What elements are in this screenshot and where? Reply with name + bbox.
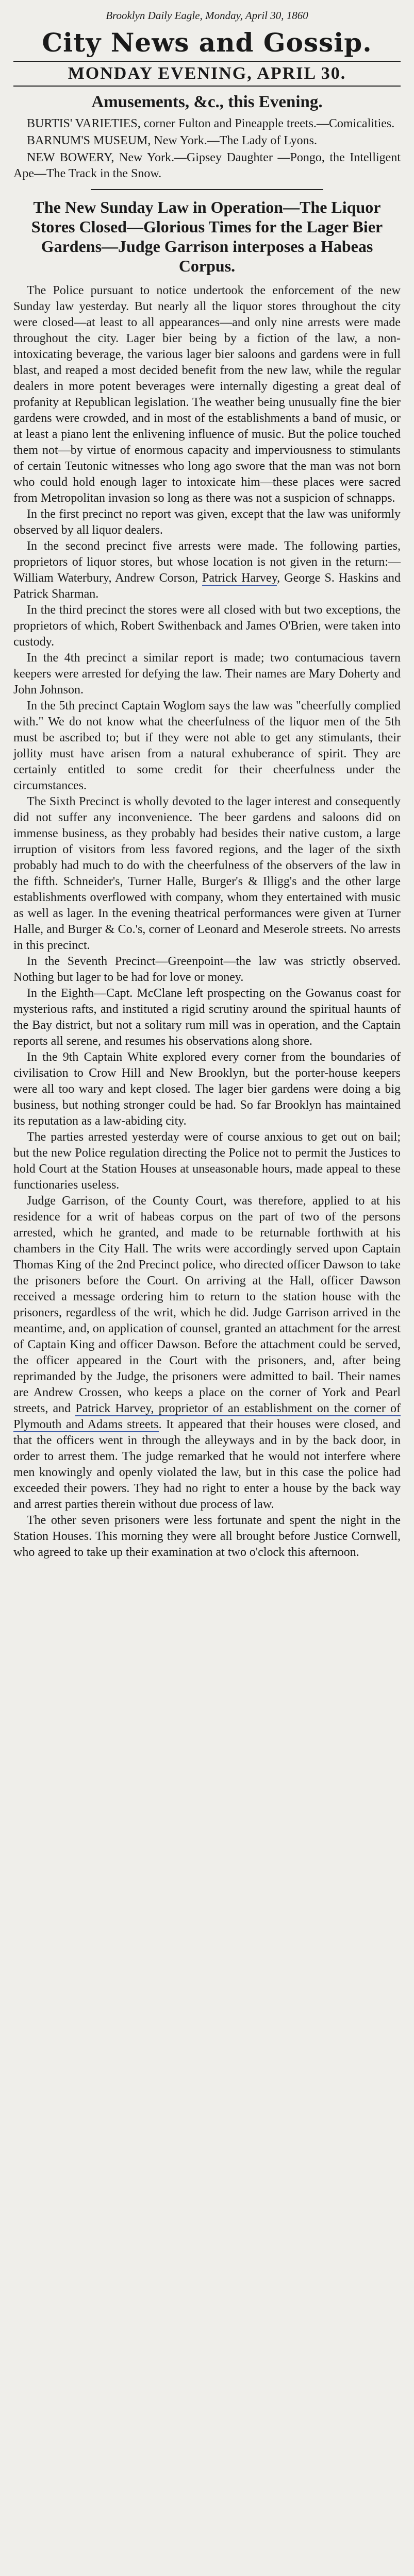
divider [91,189,323,190]
article-paragraph: The Sixth Precinct is wholly devoted to the lager interest and consequently did not suffer any inconvenience. The beer gardens and saloons did on immense business, as they probably had besides their native custom, a large irruption of visitors from less favored regions, and the lager of the sixth probably had much to do with the cheerfulness of the observers of the law in the fifth. Schneider's, Turner Halle, Burger's & Illigg's and the other large establishments overflowed with company, whom they entertained with music as well as lager. In the evening theatrical performances were given at Turner Halle, and Burger & Co.'s, corner of Leonard and Meserole streets. No arrests in this precinct. [13,795,401,952]
article-paragraph: In the 9th Captain White explored every corner from the boundaries of civilisation to Crow Hill and New Brooklyn, but the porter-house keepers were all too wary and kept closed. The lager bier gardens were doing a big business, but nothing stronger could be had. So far Brooklyn has maintained its reputation as a law-abiding city. [13,1050,401,1128]
amusement-listing: BURTIS' VARIETIES, corner Fulton and Pineapple treets.—Comicalities. [27,117,395,130]
text-run: In the second precinct five arrests were made. The following parties, proprietors of liquor stores, but whose location is not given in the return:—William Waterbury, Andrew Corson, [13,539,401,585]
article-paragraph: In the Seventh Precinct—Greenpoint—the law was strictly observed. Nothing but lager to be had for love or money. [13,955,401,984]
article-paragraph [13,538,401,602]
article-paragraph: In the 5th precinct Captain Woglom says the law was "cheerfully complied with." We do not know what the cheerfulness of the liquor men of the 5th must be ascribed to; but if they were not able to get any stimulants, their jollity must have arisen from a natural exhuberance of spirit. They are certainly entitled to some credit for their cheerfulness under the circumstances. [13,699,401,792]
article-paragraph: The Police pursuant to notice undertook the enforcement of the new Sunday law yesterday. But nearly all the liquor stores throughout the city were closed—at least to all appearances—and only nine arrests were made throughout the city. Lager bier being by a fiction of the law, a non-intoxicating beverage, the various lager bier saloons and gardens were in full blast, and reaped a most decided benefit from the new law, while the regular dealers in more potent beverages were internally digesting a great deal of profanity at Republican legislation. The weather being unusually fine the bier gardens were crowded, and in most of the establishments a band of music, or at least a piano lent the enlivening influence of music. But the police touched them not—by virtue of enormous capacity and imperviousness to stimulants of certain Teutonic witnesses who long ago swore that the man was not born who could hold enough lager to intoxicate him—these places were sacred from Metropolitan invasion so long as there was not a suspicion of schnapps. [13,284,401,505]
text-run: . It appeared that their houses were closed, and that the officers went in through the alleyways and in by the back door, in order to arrest them. The judge remarked that he would not interfere where men knowingly and openly violated the law, but in this case the police had exceeded their powers. They had no right to enter a house by the back way and arrest parties therein without due process of law. [13,1418,401,1511]
dateline: MONDAY EVENING, APRIL 30. [13,61,401,87]
text-run: , George S. Haskins and Patrick Sharman. [13,571,401,601]
text-run: Judge Garrison, of the County Court, was therefore, applied to at his residence for a writ of habeas corpus on the part of two of the persons arrested, which he granted, and made to be returnable forthwith at his chambers in the City Hall. The writs were accordingly served upon Captain Thomas King of the 2nd Precinct police, who directed officer Dawson to take the prisoners before the Court. On arriving at the Hall, officer Dawson received a message ordering him to return to the station house with the prisoners, regardless of the writ, which he did. Judge Garrison arrived in the meantime, and, on application of counsel, granted an attachment for the arrest of Captain King and officer Dawson. Before the attachment could be served, the officer appeared in the Court with the prisoners, and, after being reprimanded by the Judge, the prisoners were admitted to bail. Their names are Andrew Crossen, who keeps a place on the corner of York and Pearl streets, and [13,1194,401,1415]
highlighted-name: Patrick Harvey [202,571,277,585]
masthead: City News and Gossip. [42,27,372,58]
amusement-listing: NEW BOWERY, New York.—Gipsey Daughter —Pongo, the Intelligent Ape—The Track in the Snow. [13,151,401,180]
article-paragraph: In the Eighth—Capt. McClane left prospecting on the Gowanus coast for mysterious rafts, and instituted a rigid scrutiny around the spiritual haunts of the Bay district, but not a solitary rum mill was in operation, and the Captain reports all serene, and resumes his observations along shore. [13,987,401,1048]
article-paragraph: In the third precinct the stores were all closed with but two exceptions, the proprietors of which, Robert Swithenback and James O'Brien, were taken into custody. [13,603,401,649]
highlighted-name: Patrick Harvey, proprietor of an establishment on the corner of Plymouth and Adams streets [13,1402,401,1431]
article-paragraph [13,1193,401,1513]
article-paragraph: The other seven prisoners were less fortunate and spent the night in the Station Houses. This morning they were all brought before Justice Cornwell, who agreed to take up their examination at two o'clock this afternoon. [13,1514,401,1559]
running-head: Brooklyn Daily Eagle, Monday, April 30, 1860 [106,9,308,22]
amusements-heading: Amusements, &c., this Evening. [91,93,323,111]
article-paragraph: In the first precinct no report was given, except that the law was uniformly observed by all liquor dealers. [13,507,401,537]
amusement-listing: BARNUM'S MUSEUM, New York.—The Lady of Lyons. [27,134,318,147]
article-headline: The New Sunday Law in Operation—The Liquor Stores Closed—Glorious Times for the Lager Bier Gardens—Judge Garrison interposes a Habeas Corpus. [31,198,383,275]
article-paragraph: In the 4th precinct a similar report is made; two contumacious tavern keepers were arrested for defying the law. Their names are Mary Doherty and John Johnson. [13,651,401,697]
article-body [13,283,401,1561]
article-paragraph: The parties arrested yesterday were of course anxious to get out on bail; but the new Police regulation directing the Police not to permit the Justices to hold Court at the Station Houses at unseasonable hours, made appeal to these functionaries useless. [13,1130,401,1192]
